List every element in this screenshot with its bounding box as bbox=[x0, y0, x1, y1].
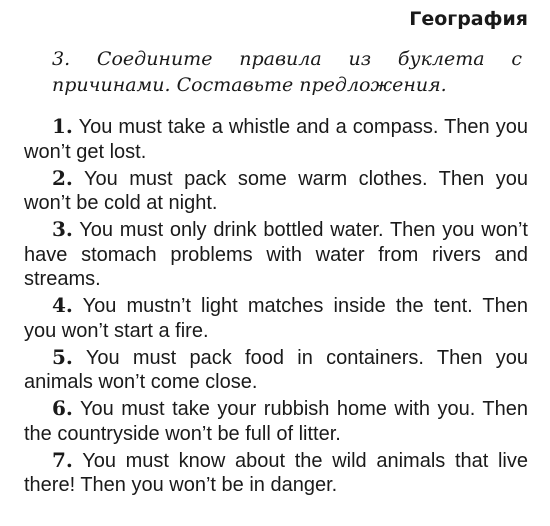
section-title: География bbox=[409, 8, 528, 30]
item-text: You must know about the wild animals that live there! Then you won’t be in danger. bbox=[24, 449, 528, 496]
item-number: 6. bbox=[52, 396, 73, 420]
item-text: You must only drink bottled water. Then you won’t have stomach problems with water from rivers and streams. bbox=[24, 219, 528, 290]
answer-item-1 bbox=[24, 114, 528, 164]
item-number: 5. bbox=[52, 344, 73, 369]
task-instruction: 3. Соедините правила из буклета с причинами. Составьте предложения. bbox=[52, 48, 522, 96]
answer-item-2 bbox=[24, 166, 528, 216]
item-text: You must take your rubbish home with you. Then the countryside won’t be full of litter. bbox=[24, 398, 528, 445]
answer-item-5 bbox=[24, 345, 528, 395]
item-number: 4. bbox=[52, 293, 73, 317]
answer-item-6 bbox=[24, 396, 528, 446]
answer-item-7 bbox=[24, 448, 528, 498]
answer-list bbox=[24, 114, 528, 499]
answer-item-3 bbox=[24, 217, 528, 292]
item-text: You must pack some warm clothes. Then you won’t be cold at night. bbox=[24, 167, 528, 214]
item-number: 2. bbox=[52, 165, 73, 190]
item-number: 1. bbox=[52, 114, 73, 138]
item-number: 3. bbox=[52, 217, 73, 241]
item-number: 7. bbox=[52, 447, 73, 472]
item-text: You must pack food in containers. Then you animals won’t come close. bbox=[24, 346, 528, 393]
answer-item-4 bbox=[24, 293, 528, 343]
item-text: You mustn’t light matches inside the tent. Then you won’t start a fire. bbox=[24, 295, 528, 342]
item-text: You must take a whistle and a compass. Then you won’t get lost. bbox=[24, 116, 528, 163]
